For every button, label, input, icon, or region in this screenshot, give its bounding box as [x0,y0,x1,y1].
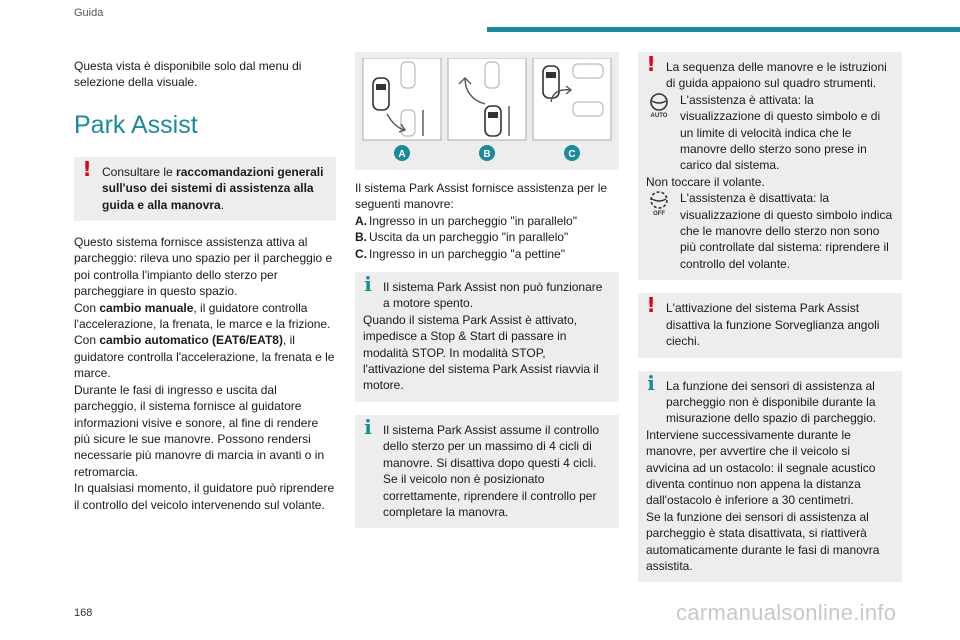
warning-box-blindspot: ! L'attivazione del sistema Park Assist disattiva la funzione Sorveglianza angoli ciechi. [638,293,902,357]
svg-text:AUTO: AUTO [650,112,668,118]
paragraph-5: In qualsiasi momento, il guidatore può riprendere il controllo del veicolo intervenendo sul volante. [74,481,335,512]
info-icon: i [364,272,372,297]
intro-text: Questa vista è disponibile solo dal menu di selezione della visuale. [74,59,302,90]
header-accent-bar [487,27,960,32]
column-3 [638,52,902,595]
info-box-sensors: i La funzione dei sensori di assistenza al parcheggio non è disponibile durante la misurazione dello spazio di parcheggio. Interviene successivamente durante le manovre, per avvertire che il veicolo si avvicina ad un ostacolo: il segnale acustico diventa continuo non appena la distanza dall'ostacolo è inferiore a 30 centimetri. Se la funzione dei sensori di assistenza al parcheggio è stata disattivata, si riattiverà automaticamente durante le fasi di manovra assistita. [638,371,902,583]
steering-auto-icon [646,92,672,118]
park-assist-heading: Park Assist [74,110,198,139]
manoeuvre-diagram [355,52,619,170]
watermark: carmanualsonline.info [676,600,897,625]
warning-text: Consultare le raccomandazioni generali sull'uso dei sistemi di assistenza alla guida e alla manovra. [102,164,324,212]
warning-exclamation-icon: ! [646,293,656,318]
info-box-engine: i Il sistema Park Assist non può funzionare a motore spento. Quando il sistema Park Assist è attivato, impedisce a Stop & Start di passare in modalità STOP. In modalità STOP, l'attivazione del sistema Park Assist riavvia il motore. [355,272,619,402]
warning-exclamation-icon: ! [82,156,92,181]
diagram-label-b: B [483,149,491,160]
steering-off-icon [646,190,672,216]
column-2 [355,52,619,541]
paragraph-2: Con cambio manuale, il guidatore controlla l'accelerazione, la frenata, le marce e la frizione. [74,300,331,332]
column-1 [74,58,336,513]
info-icon: i [647,370,655,395]
symbol-off-row: OFF L'assistenza è disattivata: la visualizzazione di questo simbolo indica che le manovre dello sterzo non sono più controllate dal sistema: riprendere il controllo del volante. [646,190,894,272]
info-box-steering: i Il sistema Park Assist assume il controllo dello sterzo per un massimo di 4 cicli di manovre. Si disattiva dopo questi 4 cicli. Se il veicolo non è posizionato correttamente, riprendere il controllo per completare la manovra. [355,415,619,528]
symbol-auto-row: AUTO L'assistenza è attivata: la visualizzazione di questo simbolo e di un limite di velocità indica che le manovre dello sterzo sono prese in carico dal sistema. [646,92,894,174]
paragraph-1: Questo sistema fornisce assistenza attiva al parcheggio: rileva uno spazio per il parcheggio e poi controlla l'impianto dello sterzo per parcheggiare in questo spazio. [74,235,333,299]
diagram-label-a: A [398,149,406,160]
diagram-label-c: C [568,149,576,160]
warning-box [74,157,336,221]
list-item: C. Ingresso in un parcheggio "a pettine" [355,246,565,261]
warning-exclamation-icon: ! [646,52,656,76]
list-item: B. Uscita da un parcheggio "in parallelo" [355,230,569,245]
list-item: A. Ingresso in un parcheggio "in parallelo" [355,213,577,228]
paragraph-3: Con cambio automatico (EAT6/EAT8), il guidatore controlla l'accelerazione, la frenata e le marce. [74,333,335,381]
paragraph-4: Durante le fasi di ingresso e uscita dal parcheggio, il sistema fornisce al guidatore informazioni visive e sonore, al fine di rendere più sicure le sue manovre. Possono rendersi necessarie più manovre di marcia in avanti o in retromarcia. [74,382,325,479]
svg-text:OFF: OFF [653,211,665,217]
section-title: Guida [74,7,104,19]
page-number: 168 [74,607,93,619]
info-icon: i [364,414,372,439]
warning-box-instructions: ! La sequenza delle manovre e le istruzioni di guida appaiono sul quadro strumenti. AUTO L'assistenza è attivata: la visualizzazione di questo simbolo e di un limite di velocità indica che le manovre dello sterzo sono prese in carico dal sistema. Non toccare il volante. OFF L'assistenza è disattivata: la visualizzazione di questo simbolo indica che le manovre dello sterzo non sono più controllate dal sistema: riprendere il controllo del volante. [638,52,902,280]
manoeuvre-intro: Il sistema Park Assist fornisce assistenza per le seguenti manovre: [355,181,608,212]
manoeuvre-illustration [361,58,613,164]
